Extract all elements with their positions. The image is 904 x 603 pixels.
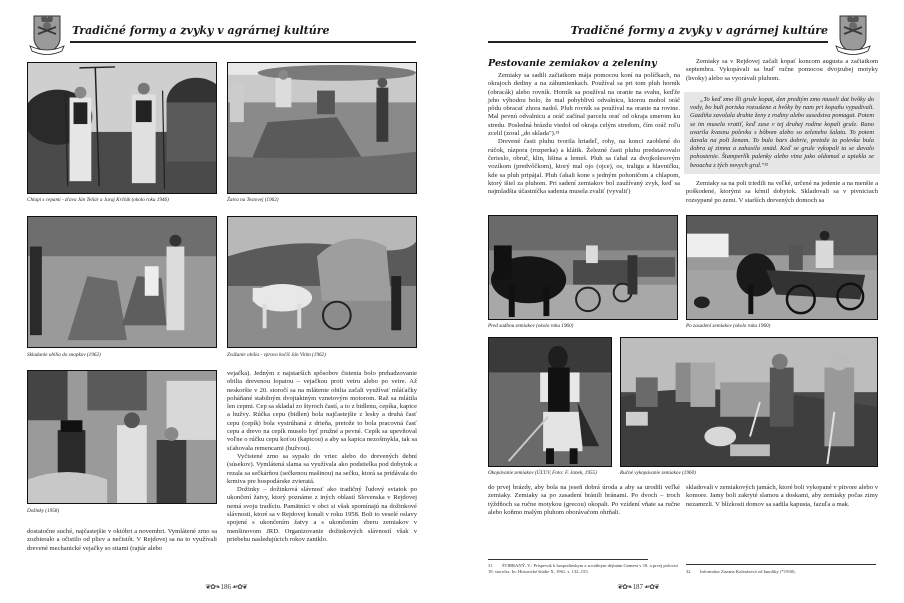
footnote-rule: [488, 559, 648, 560]
paragraph: Vyčistené zrno sa sypalo do vriec alebo do drevených dební (súsekov). Vymlátená slama sa využívala ako podstielka pod dobytok a rezala sa sečkárňou (sečkenou mašinou) na sečku, ktorá sa pridávala do krmiva pre hospodárske zvieratá.: [227, 452, 417, 485]
page-number: [578, 583, 698, 591]
photo-caption: Pred sadbou zemiakov (okolo roku 1960): [488, 323, 574, 329]
paragraph: Zemiaky sa sadili začiatkom mája pomocou koní na políčkach, na okrajoch dediny a na záhumienkach. Používal sa pri tom pluh horník (obracák) alebo rovník. Horník sa používal na oranie na svahu, keďže jeho výhodou bolo, že mal pohyblivú odvalnicu, ktorou mohol oráč pôdu obracať zhora nadol. Pluh rovník sa používal na oranie na rovine. Mal pevnú odvalnicu a oráč začínal parcelu orať od okraja smerom ku stredu. Posledná brázdu viedol od okraja celým stredom, čím oráč roľu zcelil (zoral „do sklada").³¹: [488, 72, 680, 138]
body-text-bottom-2: [686, 484, 878, 509]
body-text-column-2: [686, 58, 878, 83]
paragraph: Dožinky – dožinková slávnosť ako tradičný ľudový sviatok po ukončení žatvy, ktorý poznáme z iných oblastí Slovenska v Rejdovej nemá svoju tradíciu. Pamätníci v obci si však spomínajú na dožinkové slávnosti, ktoré sa v Rejdovej konali v roku 1958. Boli to veselé oslavy spojené s ukončením žatvy a s ukončením zberu zemiakov v menšinovom JRD. Organizovanie dožinkových slávností však v priebehu nasledujúcich rokov zaniklo.: [227, 486, 417, 543]
photo-caption: Po zasadení zemiakov (okolo roku 1960): [686, 323, 771, 329]
photo-dozinky: [27, 370, 217, 504]
footnote-31: [488, 563, 680, 574]
ornament-right-icon: ☙✿❦: [643, 583, 659, 591]
photo-hoeing-potatoes: [488, 337, 612, 467]
right-page: [452, 0, 904, 603]
photo-harvest-testova: [227, 62, 417, 194]
footnote-32: [686, 569, 878, 575]
ornament-left-icon: ❦✿❧: [617, 583, 633, 591]
body-text-bottom: [27, 528, 217, 553]
photo-before-planting: [488, 215, 678, 320]
photo-after-planting: [686, 215, 878, 320]
footnote-number: 31: [488, 563, 493, 568]
photo-caption: Zvážanie obilia - vpravo kočiš Ján Vitím (1962): [227, 352, 326, 358]
footnote-text: ŠTIBRANÝ, V.: Príspevok k hospodárskym a sociálnym dejinám Gemera v 18. a prvej polovici 19. storočia. In: Historické štúdie X, 1961, s. 132–155.: [488, 563, 679, 574]
running-title: Tradičné formy a zvyky v agrárnej kultúre: [72, 24, 330, 37]
paragraph: Zemiaky sa v Rejdovej začali kopať koncom augusta a začiatkom septembra. Vykopávali sa buď ručne pomocou dvojzubej motyky (hvoky) alebo sa vyorávali pluhom.: [686, 58, 878, 82]
photo-men-with-flails: [27, 62, 217, 194]
section-title: Pestovanie zemiakov a zeleniny: [488, 58, 657, 69]
photo-caption: Žatva na Testovej (1962): [227, 197, 279, 203]
photo-sheaves: [27, 216, 217, 348]
footnote-rule: [686, 564, 876, 565]
page-number: [166, 583, 286, 591]
paragraph: Zemiaky sa na poli triedili na veľké, určené na jedenie a na menšie a poškodené, ktorými sa kŕmil dobytok. Skladovali sa v pivniciach rozsypané po zemi. V starších drevených domoch sa: [686, 180, 878, 204]
paragraph: dostatočne suché, najčastejšie v októbri a novembri. Vymlátené zrno sa zozbieralo a očistilo od pliev a nečistôt. V Rejdovej sa na to využívali drevené mechanické vejačky so sitami (rajtár alebo: [27, 528, 217, 552]
body-text-column-2b: [686, 180, 878, 205]
header-rule: [488, 41, 828, 43]
page-number-value: 186: [220, 583, 232, 591]
photo-caption: Skladanie obilia do snopkov (1962): [27, 352, 101, 358]
paragraph: Drevené časti pluhu tvorila hriadeľ, rohy, na konci zaoblené do rúčok, rázpora (rozperka) a klátik. Železné časti pluhu predstavovalo čerieslo, obruč, klin, lišina a lemeš. Pluh sa ťahal za dvojkolesovým vozíkom (predvôčkom), ktorý mal ojo (ojce), os, traligu a hlavničku, kde sa pluh pripájal. Pluh ťahali kone s jedným pohoničom a chlapom, ktorý išiel za pluhom. Pri sadení zemiakov bol zaužívaný zvyk, keď sa najmladšia účastníčka sadenia musela zvaliť (vyvaliť): [488, 138, 680, 196]
running-title: Tradičné formy a zvyky v agrárnej kultúre: [570, 24, 828, 37]
footnote-text: Informátor Zuzana Kolesárová od Ianoliky (*1930).: [700, 569, 796, 574]
photo-digging-potatoes: [620, 337, 878, 467]
ornament-right-icon: ☙✿❦: [231, 583, 247, 591]
footnote-number: 32: [686, 569, 691, 574]
photo-caption: Dožinky (1958): [27, 508, 60, 514]
ornament-left-icon: ❦✿❧: [205, 583, 221, 591]
coat-of-arms-icon: [28, 10, 66, 56]
header-rule: [70, 41, 416, 43]
photo-caption: Ručné vykopávanie zemiakov (1960): [620, 470, 696, 476]
paragraph: do prvej brázdy, aby bola na jeseň dobrá úroda a aby sa urodili veľké zemiaky. Zemiaky sa po zasadení bránili bránami. Po dvoch – troch týždňoch sa ručne motykou (grecou) okopali. Po vzídení vňate sa ručne alebo koňmo malým pluhom oborávačom ohrňali.: [488, 484, 680, 516]
photo-caption: Chlapi s cepami - zľava Ján Teliár a Juraj Krčlák (okolo roku 1946): [27, 197, 169, 203]
quote-text: „To keď zmo šli grule kopat, den predtým zmo museli dat hvôky do vody, bo buli poriska rozsušene a hvôky by nam pri kopaňu vypadivali. Gazdiňa zavolala druhie ženy z rodiny alebo susedstva pomagat. Potem se im musela vratiť, keď zase v tej druhej rodine kopali grule. Rano uvarila kvasnu polevku s bôbom alebo so zeleneho šalatu. To potem davala na poli ženam. To bulo bars dobrie, pretože ta polevka bula dobra aj zimna a zahasila smäd. Keď se grule vykopali ta se davalo pohostenie. Štamperlík palenky alebo vina jako oldomaš a upiekla se beoacha z tých novych grul."³²: [690, 96, 874, 169]
coat-of-arms-icon: [834, 10, 872, 56]
quote-box: [684, 92, 880, 174]
body-text-bottom-1: [488, 484, 680, 517]
body-text-column: [227, 370, 417, 544]
photo-caption: Okopávanie zemiakov (ÚĽUV, Foto: F. Janek, 1955): [488, 470, 597, 476]
page-number-value: 187: [632, 583, 644, 591]
body-text-column-1: [488, 72, 680, 196]
photo-hauling-grain: [227, 216, 417, 348]
paragraph: skladovali v zemiakových jamách, ktoré boli vykopané v pitvore alebo v komore. Jamy boli zakryté slamou a doskami, aby zemiaky počas zimy nezamrzli. V blízkosti domov sa sadila kapusta, fazuľa a mak.: [686, 484, 878, 508]
paragraph: vejačka). Jedným z najstarších spôsobov čistenia bolo prehadzovanie obilia drevenou lopatou – vejačkou proti vetru alebo po vetre. Až neskoršie v 20. storočí sa na mlátenie obilia začali využívať mláťačky poháňané stabilným dvojtaktným vznetovým motorom. Raž sa mlátila len cepmi. Cep sa skladal zo štyroch častí, a to z bidlenu, cepíka, kapice a hužvy. Rúčka cepu (bidlen) bola najčastejšie z lesky a druhá časť cepu (cepík) bola vystrúhaná z drieňa, pretože to bola pracovná časť cepu a drevo na cepík muselo byť pružné a pevné. Cepík sa upevňoval voľne o rúčku cepu koťou (kapicou) a aby sa kapica nezošmykla, tak sa sťahovala remencami (hužvou).: [227, 370, 417, 452]
